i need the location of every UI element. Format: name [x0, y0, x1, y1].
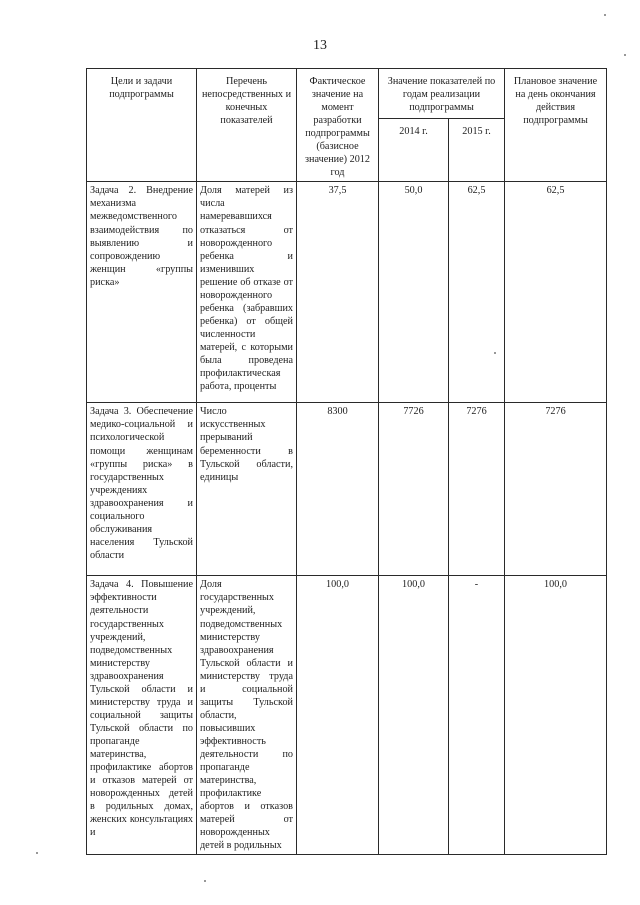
indicator-cell: Число искусственных прерываний беременности в Тульской области, единицы	[197, 403, 297, 576]
value-2015-cell: -	[449, 576, 505, 855]
planned-value-cell: 7276	[505, 403, 607, 576]
scan-speck	[624, 54, 626, 56]
header-year-2014: 2014 г.	[379, 119, 449, 182]
value-2014-cell: 50,0	[379, 182, 449, 403]
table-row	[87, 403, 607, 576]
table-row	[87, 576, 607, 855]
header-year-2015: 2015 г.	[449, 119, 505, 182]
indicators-table-container	[86, 68, 607, 855]
actual-value-cell: 37,5	[297, 182, 379, 403]
actual-value-cell: 8300	[297, 403, 379, 576]
task-cell: Задача 2. Внедрение механизма межведомственного взаимодействия по выявлению и сопровождению женщин «группы риска»	[87, 182, 197, 403]
actual-value-cell: 100,0	[297, 576, 379, 855]
value-2014-cell: 7726	[379, 403, 449, 576]
indicator-cell: Доля матерей из числа намеревавшихся отказаться от новорожденного ребенка и изменивших решение об отказе от новорожденного ребенка (забравших ребенка) от общей численности матерей, с которыми была проведена профилактическая работа, проценты	[197, 182, 297, 403]
header-actual-value: Фактическое значение на момент разработки подпрограммы (базисное значение) 2012 год	[297, 69, 379, 182]
indicator-cell: Доля государственных учреждений, подведомственных министерству здравоохранения Тульской области и министерству труда и социальной защиты Тульской области, повысивших эффективность деятельности по пропаганде материнства, профилактике абортов и отказов матерей от новорожденных детей в родильных	[197, 576, 297, 855]
header-planned-value: Плановое значение на день окончания действия подпрограммы	[505, 69, 607, 182]
table-header-row	[87, 69, 607, 119]
scan-speck	[494, 352, 496, 354]
task-cell: Задача 4. Повышение эффективности деятельности государственных учреждений, подведомственных министерству здравоохранения Тульской области и министерству труда и социальной защиты Тульской области по пропаганде материнства, профилактике абортов и отказов матерей от новорожденных детей в родильных домах, женских консультациях и	[87, 576, 197, 855]
page-number: 13	[313, 38, 327, 53]
indicators-table	[86, 68, 607, 855]
task-cell: Задача 3. Обеспечение медико-социальной и психологической помощи женщинам «группы риска» в государственных учреждениях здравоохранения и социального обслуживания населения Тульской области	[87, 403, 197, 576]
header-values-by-year: Значение показателей по годам реализации подпрограммы	[379, 69, 505, 119]
scan-speck	[604, 14, 606, 16]
scan-speck	[36, 852, 38, 854]
table-row	[87, 182, 607, 403]
header-goals: Цели и задачи подпрограммы	[87, 69, 197, 182]
planned-value-cell: 100,0	[505, 576, 607, 855]
value-2014-cell: 100,0	[379, 576, 449, 855]
value-2015-cell: 62,5	[449, 182, 505, 403]
header-indicators: Перечень непосредственных и конечных показателей	[197, 69, 297, 182]
planned-value-cell: 62,5	[505, 182, 607, 403]
value-2015-cell: 7276	[449, 403, 505, 576]
scan-speck	[204, 880, 206, 882]
